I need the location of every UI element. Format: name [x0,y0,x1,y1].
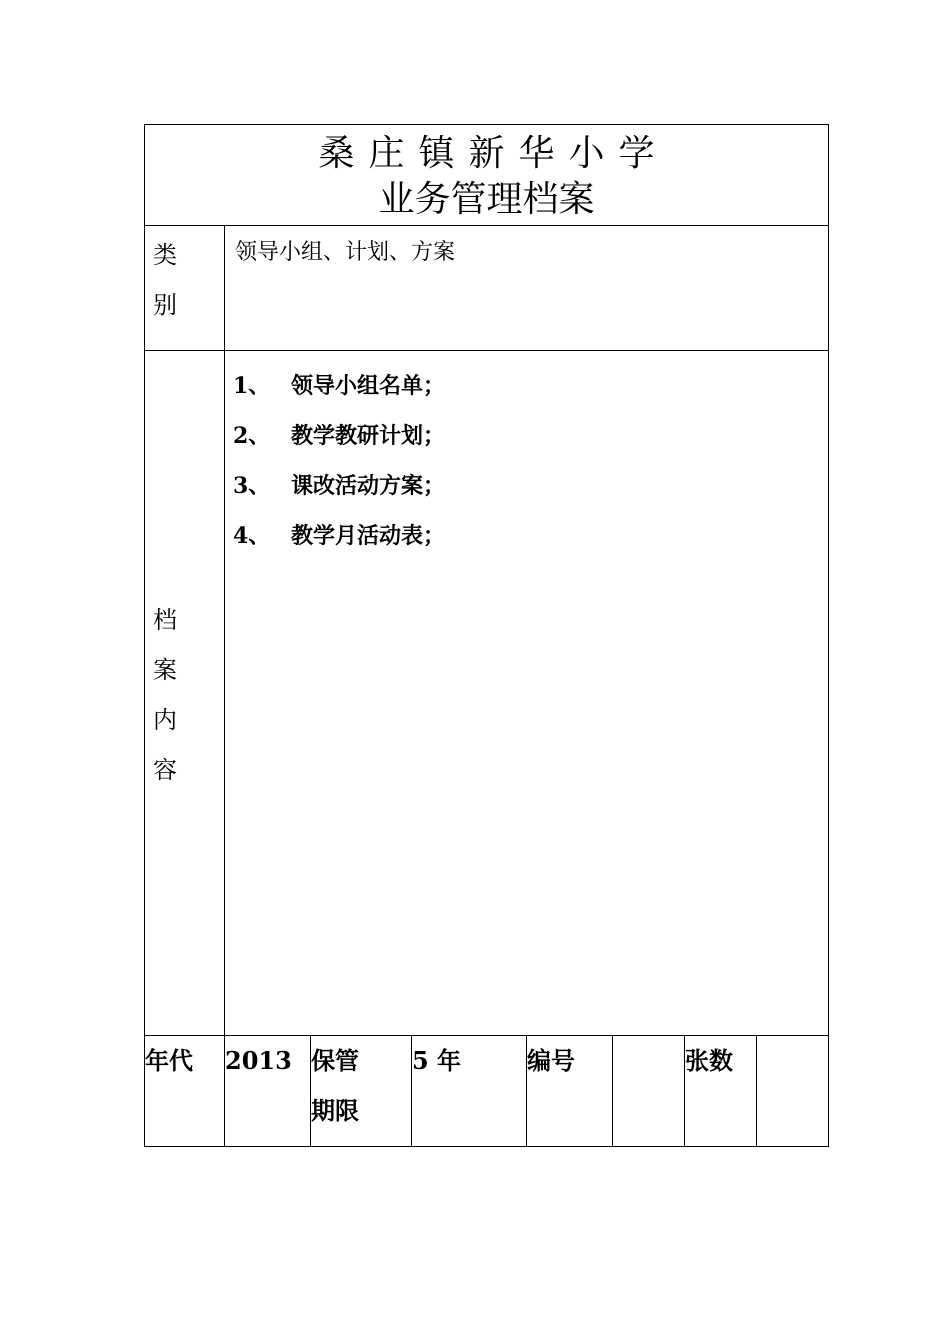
list-item: 2、 教学教研计划； [233,423,446,449]
year-value: 2013 [225,1036,311,1147]
retention-label: 保管 期限 [311,1036,412,1147]
contents-list [225,351,828,561]
list-item: 1、 领导小组名单； [233,373,446,399]
sheets-value [757,1036,829,1147]
contents-label: 档 案 内 容 [145,351,225,1036]
list-item: 3、 课改活动方案； [233,473,446,499]
archive-title: 业务管理档案 [378,179,595,220]
year-label: 年代 [145,1036,225,1147]
archive-form-table [144,124,829,1147]
number-label: 编号 [527,1036,613,1147]
school-name-title: 桑庄镇新华小学 [318,133,669,174]
number-value [613,1036,685,1147]
sheets-label: 张数 [685,1036,757,1147]
retention-value: 5 年 [412,1036,527,1147]
list-item: 4、 教学月活动表； [233,523,446,549]
category-value: 领导小组、计划、方案 [225,226,829,351]
title-cell [145,125,829,226]
category-label: 类 别 [145,226,225,351]
contents-cell [225,351,829,1036]
